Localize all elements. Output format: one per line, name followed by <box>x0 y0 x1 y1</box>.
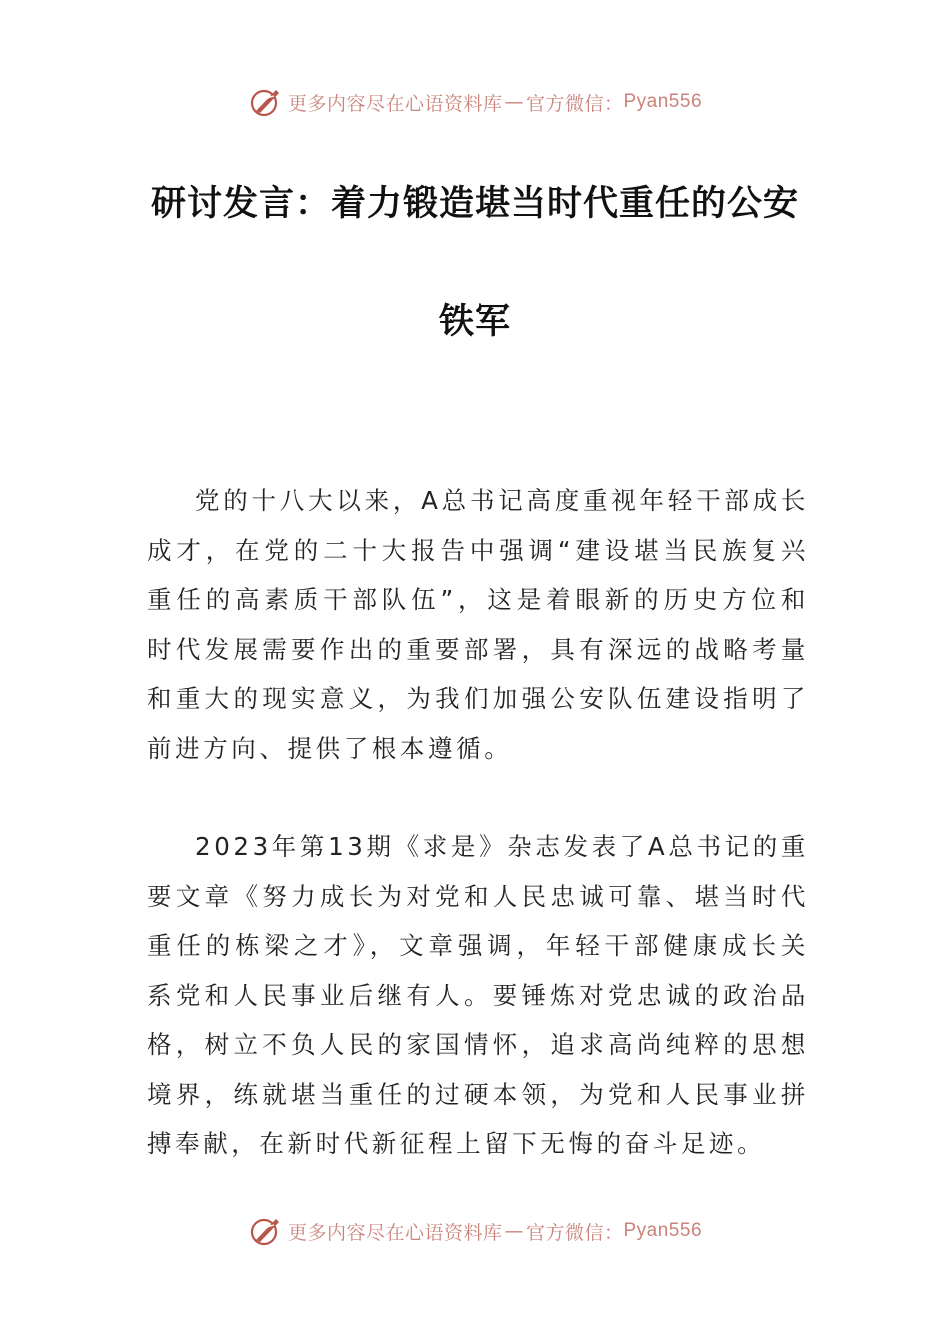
footer-watermark <box>0 1211 950 1251</box>
watermark-handle: Pyan556 <box>623 91 703 112</box>
quill-logo-icon <box>248 1213 284 1249</box>
watermark-wechat-label: 官方微信： <box>525 92 624 115</box>
watermark-text: 更多内容尽在心语资料库 <box>287 92 503 115</box>
watermark-text: 更多内容尽在心语资料库 <box>287 1221 503 1244</box>
watermark-separator: — <box>504 1220 524 1242</box>
quill-logo-icon <box>248 84 284 120</box>
body-paragraph-2: 2023年第13期《求是》杂志发表了A总书记的重要文章《努力成长为对党和人民忠诚可靠、堪当时代重任的栋梁之才》，文章强调，年轻干部健康成长关系党和人民事业后继有人。要锤炼对党忠诚的政治品格，树立不负人民的家国情怀，追求高尚纯粹的思想境界，练就堪当重任的过硬本领，为党和人民事业拼搏奉献，在新时代新征程上留下无悔的奋斗足迹。 <box>147 832 809 1158</box>
watermark-handle: Pyan556 <box>623 1220 703 1241</box>
body-paragraph-1: 党的十八大以来，A总书记高度重视年轻干部成长成才，在党的二十大报告中强调“建设堪当民族复兴重任的高素质干部队伍”，这是着眼新的历史方位和时代发展需要作出的重要部署，具有深远的战略考量和重大的现实意义，为我们加强公安队伍建设指明了前进方向、提供了根本遵循。 <box>147 486 809 763</box>
watermark-wechat-label: 官方微信： <box>525 1221 624 1244</box>
watermark-separator: — <box>504 91 524 113</box>
document-title-line1: 研讨发言：着力锻造堪当时代重任的公安 <box>150 184 799 224</box>
document-title-line2: 铁军 <box>438 302 511 342</box>
header-watermark <box>0 82 950 122</box>
